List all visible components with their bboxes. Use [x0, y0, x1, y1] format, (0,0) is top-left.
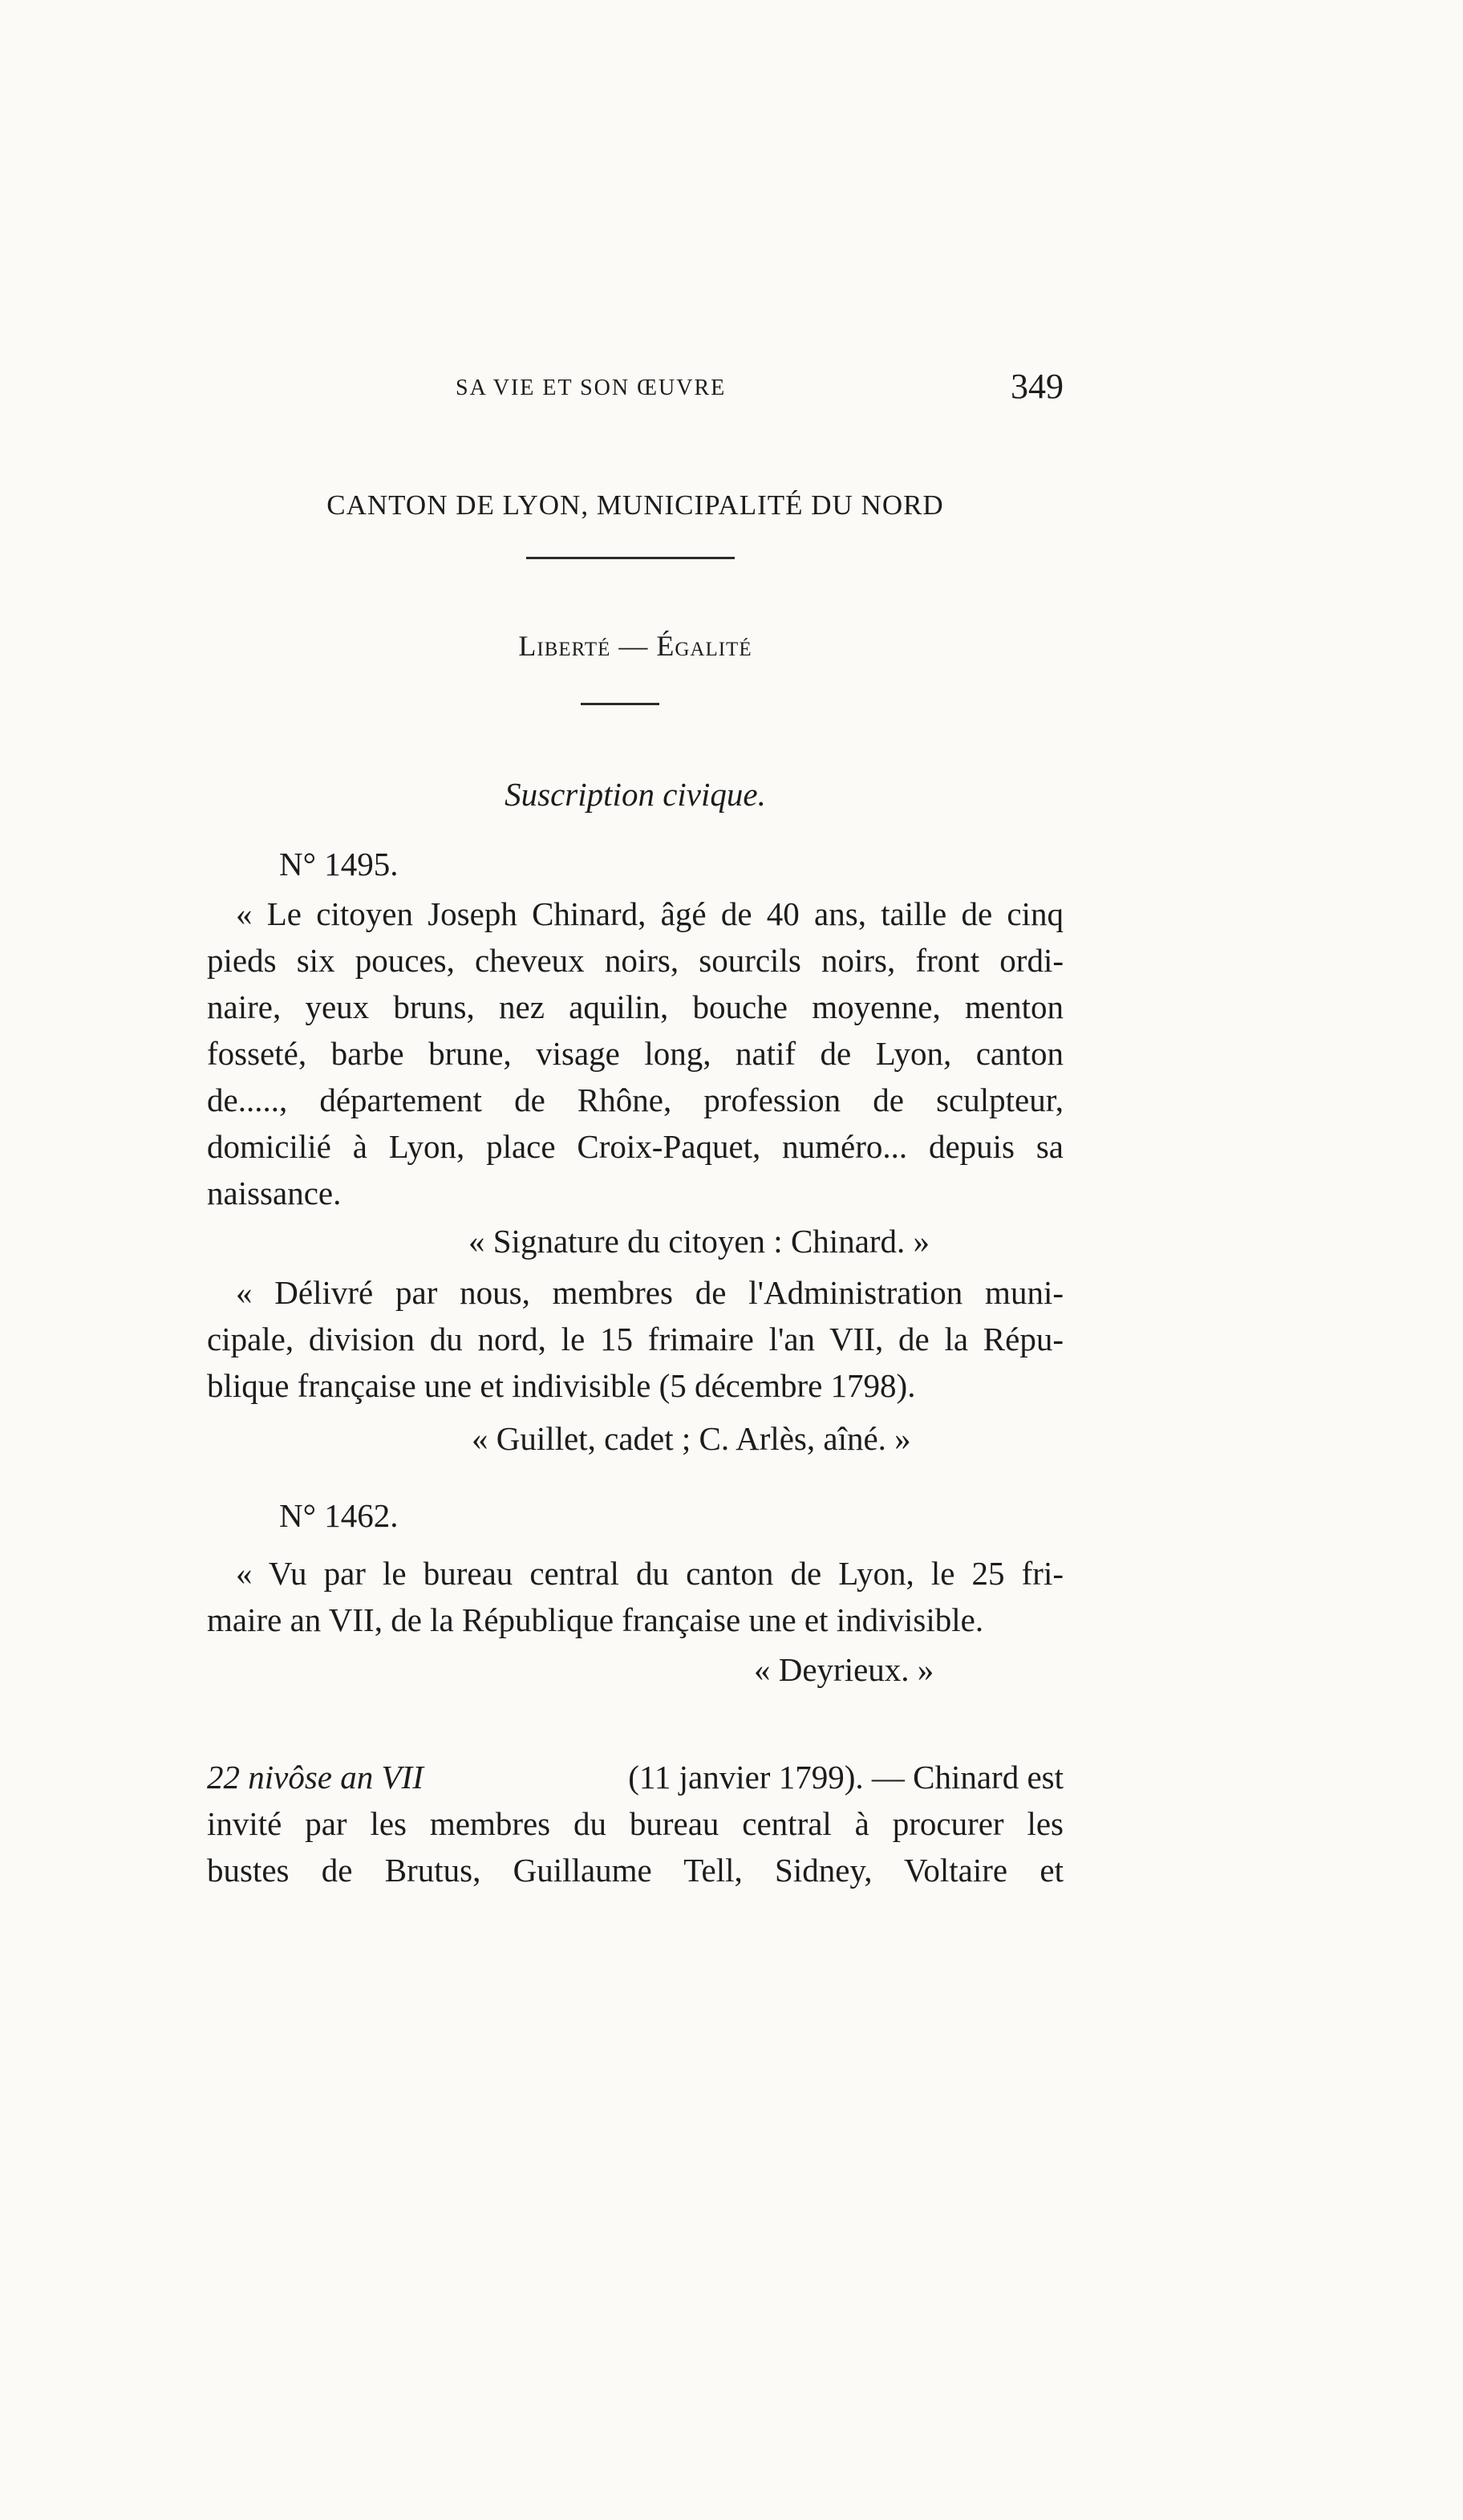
paragraph-3-line: maire an VII, de la République française une et indivisible. — [207, 1601, 984, 1638]
entry-date-lead: 22 nivôse an VII — [207, 1759, 424, 1796]
divider-rule-2 — [581, 703, 659, 705]
paragraph-1-line: domicilié à Lyon, place Croix-Paquet, numéro... depuis sa — [207, 1128, 1064, 1165]
paragraph-2-line: cipale, division du nord, le 15 frimaire l'an VII, de la Répu- — [207, 1321, 1064, 1357]
paragraph-1-line: pieds six pouces, cheveux noirs, sourcils noirs, front ordi- — [207, 942, 1064, 979]
paragraph-2-line: « Délivré par nous, membres de l'Administration muni- — [236, 1274, 1064, 1311]
entry-line-rest: (11 janvier 1799). — Chinard est — [628, 1759, 1064, 1796]
page-number: 349 — [1011, 367, 1064, 406]
page-header — [207, 366, 1064, 414]
paragraph-1-line: naire, yeux bruns, nez aquilin, bouche moyenne, menton — [207, 988, 1064, 1025]
signature-guillet-arles: « Guillet, cadet ; C. Arlès, aîné. » — [472, 1420, 911, 1457]
paragraph-1-line: de....., département de Rhône, profession de sculpteur, — [207, 1081, 1064, 1118]
entry-first-line — [207, 1754, 1064, 1800]
paragraph-1-line: naissance. — [207, 1175, 342, 1211]
canton-heading: CANTON DE LYON, MUNICIPALITÉ DU NORD — [326, 489, 944, 521]
document-number-1462: N° 1462. — [279, 1497, 399, 1534]
paragraph-1-line: fosseté, barbe brune, visage long, natif de Lyon, canton — [207, 1035, 1064, 1072]
entry-line: invité par les membres du bureau central à procurer les — [207, 1805, 1064, 1842]
divider-rule-1 — [526, 557, 735, 559]
motto-heading: Liberté — Égalité — [518, 630, 752, 662]
paragraph-1-line: « Le citoyen Joseph Chinard, âgé de 40 ans, taille de cinq — [236, 895, 1064, 932]
suscription-title: Suscription civique. — [505, 776, 766, 813]
running-title: SA VIE ET SON ŒUVRE — [456, 375, 727, 400]
paragraph-3-line: « Vu par le bureau central du canton de Lyon, le 25 fri- — [236, 1555, 1064, 1592]
paragraph-2-line: blique française une et indivisible (5 décembre 1798). — [207, 1367, 916, 1404]
document-number-1495: N° 1495. — [279, 846, 399, 883]
signature-chinard: « Signature du citoyen : Chinard. » — [468, 1223, 930, 1260]
signature-deyrieux: « Deyrieux. » — [754, 1651, 934, 1688]
entry-line: bustes de Brutus, Guillaume Tell, Sidney, Voltaire et — [207, 1852, 1064, 1889]
